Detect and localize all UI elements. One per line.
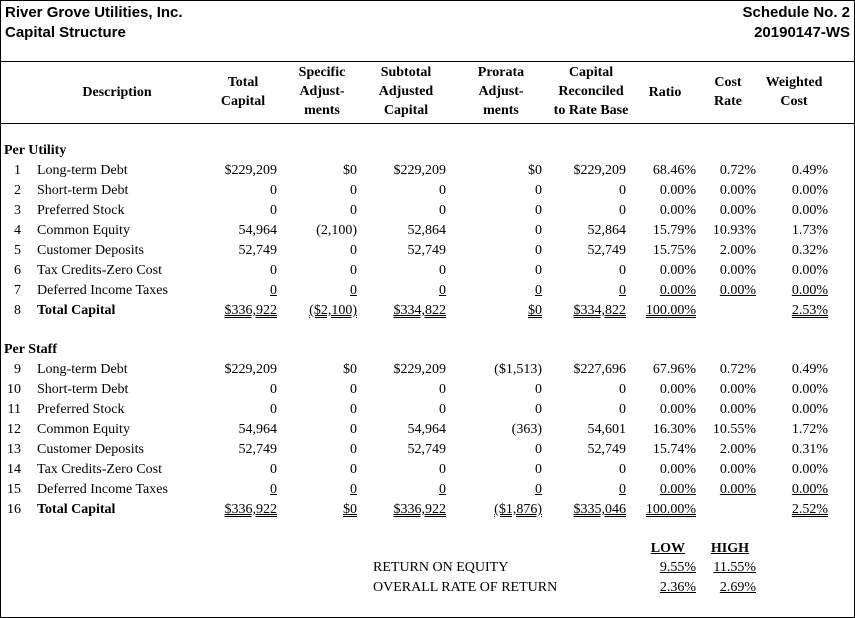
line-number: 1 (14, 163, 21, 178)
cell-subtotal: 0 (439, 203, 446, 218)
cell-cost: 0.00% (719, 462, 756, 477)
cell-reconciled: 52,749 (587, 442, 626, 457)
line-number: 7 (14, 283, 21, 298)
row-description: Preferred Stock (37, 402, 125, 417)
docket-number: 20190147-WS (754, 24, 850, 41)
cell-cost: 10.55% (712, 422, 756, 437)
cell-total: 0 (270, 402, 277, 417)
cell-total: 0 (270, 183, 277, 198)
total-row (1, 500, 854, 520)
cell-prorata: 0 (535, 283, 542, 298)
cell-reconciled: 0 (619, 402, 626, 417)
cell-reconciled: 0 (619, 462, 626, 477)
header-left (5, 3, 183, 43)
cell-weighted: 0.00% (791, 402, 828, 417)
cell-specific: 0 (350, 402, 357, 417)
cell-specific: 0 (350, 243, 357, 258)
cell-ratio: 0.00% (659, 283, 696, 298)
schedule-number: Schedule No. 2 (742, 4, 850, 21)
cell-weighted: 0.00% (791, 183, 828, 198)
row-description: Deferred Income Taxes (37, 283, 168, 298)
cell-reconciled: 0 (619, 382, 626, 397)
cell-reconciled: 0 (619, 482, 626, 497)
cell-total: 0 (270, 482, 277, 497)
row-description: Common Equity (37, 223, 130, 238)
cell-total: $229,209 (224, 163, 277, 178)
cell-reconciled: $229,209 (573, 163, 626, 178)
cell-prorata: ($1,513) (494, 362, 542, 377)
cell-subtotal: 0 (439, 402, 446, 417)
cell-prorata: 0 (535, 402, 542, 417)
cell-total: 54,964 (238, 223, 277, 238)
cell-subtotal: 52,749 (407, 243, 446, 258)
cell-ratio: 67.96% (652, 362, 696, 377)
cell-ratio: 0.00% (659, 263, 696, 278)
line-number: 10 (7, 382, 21, 397)
cell-cost: 0.72% (719, 163, 756, 178)
cell-total: $336,922 (224, 303, 277, 318)
line-number: 9 (14, 362, 21, 377)
section-title: Per Staff (4, 342, 57, 357)
cell-specific: 0 (350, 183, 357, 198)
row-description: Short-term Debt (37, 183, 129, 198)
cell-total: $229,209 (224, 362, 277, 377)
header-bottom-rule (1, 123, 854, 124)
cell-reconciled: 0 (619, 263, 626, 278)
cell-cost: 0.00% (719, 283, 756, 298)
return-low: 9.55% (659, 560, 696, 575)
cell-ratio: 100.00% (645, 303, 696, 318)
line-number: 8 (14, 303, 21, 318)
cell-prorata: 0 (535, 203, 542, 218)
cell-subtotal: $334,822 (393, 303, 446, 318)
cell-subtotal: 0 (439, 183, 446, 198)
cell-cost: 0.00% (719, 203, 756, 218)
cell-subtotal: 0 (439, 263, 446, 278)
row-description: Long-term Debt (37, 362, 128, 377)
cell-weighted: 0.00% (791, 283, 828, 298)
cell-weighted: 0.49% (791, 163, 828, 178)
cell-reconciled: 52,864 (587, 223, 626, 238)
cell-weighted: 2.53% (791, 303, 828, 318)
cell-subtotal: $229,209 (393, 362, 446, 377)
cell-total: 0 (270, 203, 277, 218)
line-number: 12 (7, 422, 21, 437)
high-header: HIGH (710, 541, 749, 556)
cell-reconciled: 52,749 (587, 243, 626, 258)
table-row (1, 281, 854, 301)
cell-total: 0 (270, 382, 277, 397)
line-number: 3 (14, 203, 21, 218)
cell-specific: 0 (350, 283, 357, 298)
header-right (742, 3, 850, 43)
line-number: 4 (14, 223, 21, 238)
cell-prorata: 0 (535, 462, 542, 477)
col-total-capital: Total Capital (220, 75, 266, 109)
cell-prorata: 0 (535, 243, 542, 258)
cell-specific: 0 (350, 462, 357, 477)
cell-reconciled: 0 (619, 203, 626, 218)
cell-weighted: 0.32% (791, 243, 828, 258)
cell-reconciled: 0 (619, 183, 626, 198)
cell-specific: 0 (350, 203, 357, 218)
cell-subtotal: 0 (439, 482, 446, 497)
schedule-title: Capital Structure (5, 24, 126, 41)
cell-total: $336,922 (224, 502, 277, 517)
cell-specific: 0 (350, 382, 357, 397)
row-description: Tax Credits-Zero Cost (37, 462, 162, 477)
low-header: LOW (650, 541, 685, 556)
row-description: Total Capital (37, 502, 116, 517)
cell-specific: 0 (350, 263, 357, 278)
cell-subtotal: 0 (439, 283, 446, 298)
cell-weighted: 0.00% (791, 482, 828, 497)
cell-cost: 0.00% (719, 263, 756, 278)
cell-weighted: 0.31% (791, 442, 828, 457)
cell-specific: $0 (343, 362, 357, 377)
cell-total: 52,749 (238, 442, 277, 457)
row-description: Short-term Debt (37, 382, 129, 397)
cell-prorata: 0 (535, 183, 542, 198)
col-weighted-cost: Weighted Cost (765, 75, 823, 109)
cell-cost: 2.00% (719, 243, 756, 258)
cell-specific: 0 (350, 482, 357, 497)
cell-total: 0 (270, 462, 277, 477)
table-row (1, 380, 854, 400)
cell-subtotal: 54,964 (407, 422, 446, 437)
cell-weighted: 0.00% (791, 203, 828, 218)
line-number: 16 (7, 502, 21, 517)
cell-total: 0 (270, 263, 277, 278)
col-prorata-adjustments: Prorata Adjust- ments (477, 65, 525, 118)
cell-prorata: ($1,876) (494, 502, 542, 517)
cell-reconciled: 54,601 (587, 422, 626, 437)
cell-cost: 0.00% (719, 183, 756, 198)
cell-prorata: 0 (535, 223, 542, 238)
cell-ratio: 0.00% (659, 203, 696, 218)
line-number: 2 (14, 183, 21, 198)
cell-ratio: 68.46% (652, 163, 696, 178)
cell-weighted: 0.00% (791, 382, 828, 397)
cell-ratio: 0.00% (659, 482, 696, 497)
cell-specific: $0 (343, 502, 357, 517)
cell-cost: 0.00% (719, 482, 756, 497)
cell-ratio: 15.75% (652, 243, 696, 258)
table-row (1, 161, 854, 181)
cell-weighted: 2.52% (791, 502, 828, 517)
row-description: Common Equity (37, 422, 130, 437)
table-row (1, 221, 854, 241)
return-label: RETURN ON EQUITY (373, 560, 509, 575)
col-ratio: Ratio (648, 85, 682, 100)
cell-ratio: 0.00% (659, 402, 696, 417)
cell-specific: 0 (350, 442, 357, 457)
cell-prorata: 0 (535, 382, 542, 397)
cell-specific: ($2,100) (309, 303, 357, 318)
cell-cost: 0.00% (719, 382, 756, 397)
cell-prorata: 0 (535, 263, 542, 278)
row-description: Customer Deposits (37, 442, 144, 457)
line-number: 5 (14, 243, 21, 258)
table-row (1, 460, 854, 480)
cell-reconciled: $335,046 (573, 502, 626, 517)
table-row (1, 440, 854, 460)
cell-subtotal: 52,749 (407, 442, 446, 457)
section-title: Per Utility (4, 143, 67, 158)
cell-ratio: 100.00% (645, 502, 696, 517)
cell-prorata: 0 (535, 482, 542, 497)
cell-ratio: 0.00% (659, 382, 696, 397)
cell-cost: 10.93% (712, 223, 756, 238)
col-capital-reconciled: Capital Reconciled to Rate Base (553, 65, 629, 118)
cell-specific: $0 (343, 163, 357, 178)
cell-ratio: 0.00% (659, 183, 696, 198)
table-row (1, 360, 854, 380)
return-label: OVERALL RATE OF RETURN (373, 580, 558, 595)
table-row (1, 400, 854, 420)
return-high: 11.55% (713, 560, 756, 575)
table-row (1, 201, 854, 221)
line-number: 13 (7, 442, 21, 457)
cell-reconciled: $227,696 (573, 362, 626, 377)
col-description: Description (82, 85, 152, 100)
row-description: Deferred Income Taxes (37, 482, 168, 497)
cell-prorata: (363) (511, 422, 542, 437)
cell-weighted: 0.00% (791, 462, 828, 477)
row-description: Long-term Debt (37, 163, 128, 178)
cell-reconciled: 0 (619, 283, 626, 298)
row-description: Tax Credits-Zero Cost (37, 263, 162, 278)
table-row (1, 181, 854, 201)
cell-weighted: 0.00% (791, 263, 828, 278)
cell-subtotal: 0 (439, 382, 446, 397)
table-row (1, 261, 854, 281)
cell-ratio: 0.00% (659, 462, 696, 477)
table-row (1, 480, 854, 500)
cell-cost: 0.00% (719, 402, 756, 417)
line-number: 6 (14, 263, 21, 278)
col-specific-adjustments: Specific Adjust- ments (298, 65, 346, 118)
header-top-rule (1, 61, 854, 62)
cell-total: 52,749 (238, 243, 277, 258)
cell-cost: 0.72% (719, 362, 756, 377)
cell-reconciled: $334,822 (573, 303, 626, 318)
cell-prorata: $0 (528, 163, 542, 178)
cell-subtotal: 0 (439, 462, 446, 477)
line-number: 14 (7, 462, 21, 477)
return-low: 2.36% (659, 580, 696, 595)
return-high: 2.69% (719, 580, 756, 595)
cell-subtotal: $229,209 (393, 163, 446, 178)
cell-weighted: 0.49% (791, 362, 828, 377)
cell-cost: 2.00% (719, 442, 756, 457)
cell-subtotal: $336,922 (393, 502, 446, 517)
row-description: Customer Deposits (37, 243, 144, 258)
cell-total: 54,964 (238, 422, 277, 437)
row-description: Preferred Stock (37, 203, 125, 218)
cell-specific: 0 (350, 422, 357, 437)
cell-total: 0 (270, 283, 277, 298)
col-subtotal-adjusted: Subtotal Adjusted Capital (378, 65, 434, 118)
line-number: 15 (7, 482, 21, 497)
cell-prorata: 0 (535, 442, 542, 457)
cell-ratio: 15.79% (652, 223, 696, 238)
col-cost-rate: Cost Rate (714, 75, 742, 109)
table-row (1, 241, 854, 261)
total-row (1, 301, 854, 321)
company-name: River Grove Utilities, Inc. (5, 4, 183, 21)
cell-prorata: $0 (528, 303, 542, 318)
line-number: 11 (7, 402, 21, 417)
cell-weighted: 1.72% (791, 422, 828, 437)
cell-ratio: 15.74% (652, 442, 696, 457)
cell-subtotal: 52,864 (407, 223, 446, 238)
table-row (1, 420, 854, 440)
cell-weighted: 1.73% (791, 223, 828, 238)
cell-ratio: 16.30% (652, 422, 696, 437)
row-description: Total Capital (37, 303, 116, 318)
cell-specific: (2,100) (316, 223, 357, 238)
